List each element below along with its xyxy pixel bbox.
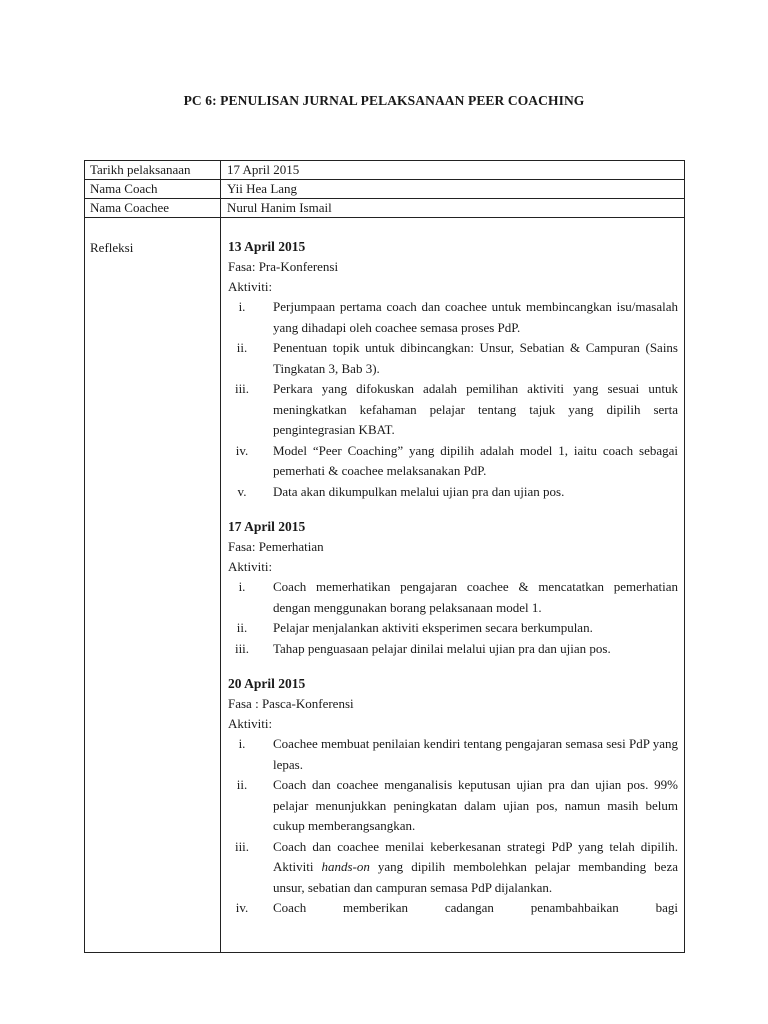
list-item xyxy=(228,898,678,917)
section-date: 17 April 2015 xyxy=(228,519,306,534)
section-date: 20 April 2015 xyxy=(228,676,306,691)
coachee-label: Nama Coachee xyxy=(90,200,170,215)
section-aktiviti: Aktiviti: xyxy=(228,716,273,731)
item-number: ii. xyxy=(236,340,248,355)
item-number: ii. xyxy=(236,777,248,792)
item-text: Tahap penguasaan pelajar dinilai melalui ujian pra dan ujian pos. xyxy=(273,640,611,656)
page-title: PC 6: PENULISAN JURNAL PELAKSANAAN PEER COACHING xyxy=(183,93,585,108)
list-item xyxy=(228,297,678,338)
item-text: Coachee membuat penilaian kendiri tentang pengajaran semasa sesi PdP yang lepas. xyxy=(273,736,678,772)
section-fasa: Fasa : Pasca-Konferensi xyxy=(228,696,354,711)
section-fasa: Fasa: Pemerhatian xyxy=(228,539,324,554)
list-item xyxy=(228,618,678,639)
item-number: iii. xyxy=(234,381,250,396)
list-item xyxy=(228,577,678,618)
refleksi-label: Refleksi xyxy=(90,240,134,255)
item-text: Coach dan coachee menganalisis keputusan ujian pra dan ujian pos. 99% pelajar menunjukkan peningkatan dalam ujian pos, namun masih belum cukup memberangsangkan. xyxy=(273,777,678,833)
item-text: Penentuan topik untuk dibincangkan: Unsur, Sebatian & Campuran (Sains Tingkatan 3, Bab 3). xyxy=(273,340,678,376)
item-text: Data akan dikumpulkan melalui ujian pra dan ujian pos. xyxy=(273,483,565,499)
item-text: Coach memberikan cadangan penambahbaikan bagi xyxy=(273,900,678,915)
item-number: i. xyxy=(238,736,246,751)
item-text: Coach dan coachee menilai keberkesanan strategi PdP yang telah dipilih. Aktiviti xyxy=(273,838,678,874)
section-pra-konferensi xyxy=(228,236,678,502)
column-divider xyxy=(220,161,221,952)
item-text: yang dipilih membolehkan pelajar membanding beza unsur, sebatian dan campuran semasa PdP dijalankan. xyxy=(273,859,678,895)
coachee-value: Nurul Hanim Ismail xyxy=(227,200,332,215)
list-item xyxy=(228,441,678,482)
row-divider xyxy=(85,217,684,218)
journal-table xyxy=(84,160,685,953)
item-number: iv. xyxy=(235,442,249,458)
section-pasca-konferensi xyxy=(228,673,678,917)
section-date: 13 April 2015 xyxy=(228,239,306,254)
coach-value: Yii Hea Lang xyxy=(227,181,298,196)
row-divider xyxy=(85,198,684,199)
item-number: iii. xyxy=(234,640,250,656)
section-aktiviti: Aktiviti: xyxy=(228,279,273,294)
list-item xyxy=(228,379,678,441)
item-text: Perjumpaan pertama coach dan coachee untuk membincangkan isu/masalah yang dihadapi oleh coachee semasa proses PdP. xyxy=(273,299,678,335)
list-item xyxy=(228,837,678,899)
list-item xyxy=(228,775,678,837)
date-label: Tarikh pelaksanaan xyxy=(90,162,191,177)
refleksi-content xyxy=(228,236,678,931)
list-item xyxy=(228,639,678,660)
date-value: 17 April 2015 xyxy=(227,162,300,177)
section-aktiviti: Aktiviti: xyxy=(228,559,273,574)
row-divider xyxy=(85,179,684,180)
item-text-emphasis: hands-on xyxy=(321,859,370,874)
coach-label: Nama Coach xyxy=(90,181,158,196)
item-number: i. xyxy=(238,299,246,314)
list-item xyxy=(228,338,678,379)
item-number: iii. xyxy=(234,838,250,854)
item-text: Pelajar menjalankan aktiviti eksperimen secara berkumpulan. xyxy=(273,620,593,635)
list-item xyxy=(228,482,678,503)
section-pemerhatian xyxy=(228,516,678,659)
item-number: iv. xyxy=(235,900,249,915)
item-number: ii. xyxy=(236,620,248,635)
section-fasa: Fasa: Pra-Konferensi xyxy=(228,259,339,274)
item-text: Coach memerhatikan pengajaran coachee & mencatatkan pemerhatian dengan menggunakan borang pelaksanaan model 1. xyxy=(273,579,678,615)
item-text: Model “Peer Coaching” yang dipilih adalah model 1, iaitu coach sebagai pemerhati & coachee melaksanakan PdP. xyxy=(273,442,678,478)
item-text: Perkara yang difokuskan adalah pemilihan aktiviti yang sesuai untuk meningkatkan kefahaman pelajar tentang tajuk yang dipilih serta pengintegrasian KBAT. xyxy=(273,381,678,437)
item-number: i. xyxy=(238,579,246,594)
list-item xyxy=(228,734,678,775)
item-number: v. xyxy=(237,483,247,499)
